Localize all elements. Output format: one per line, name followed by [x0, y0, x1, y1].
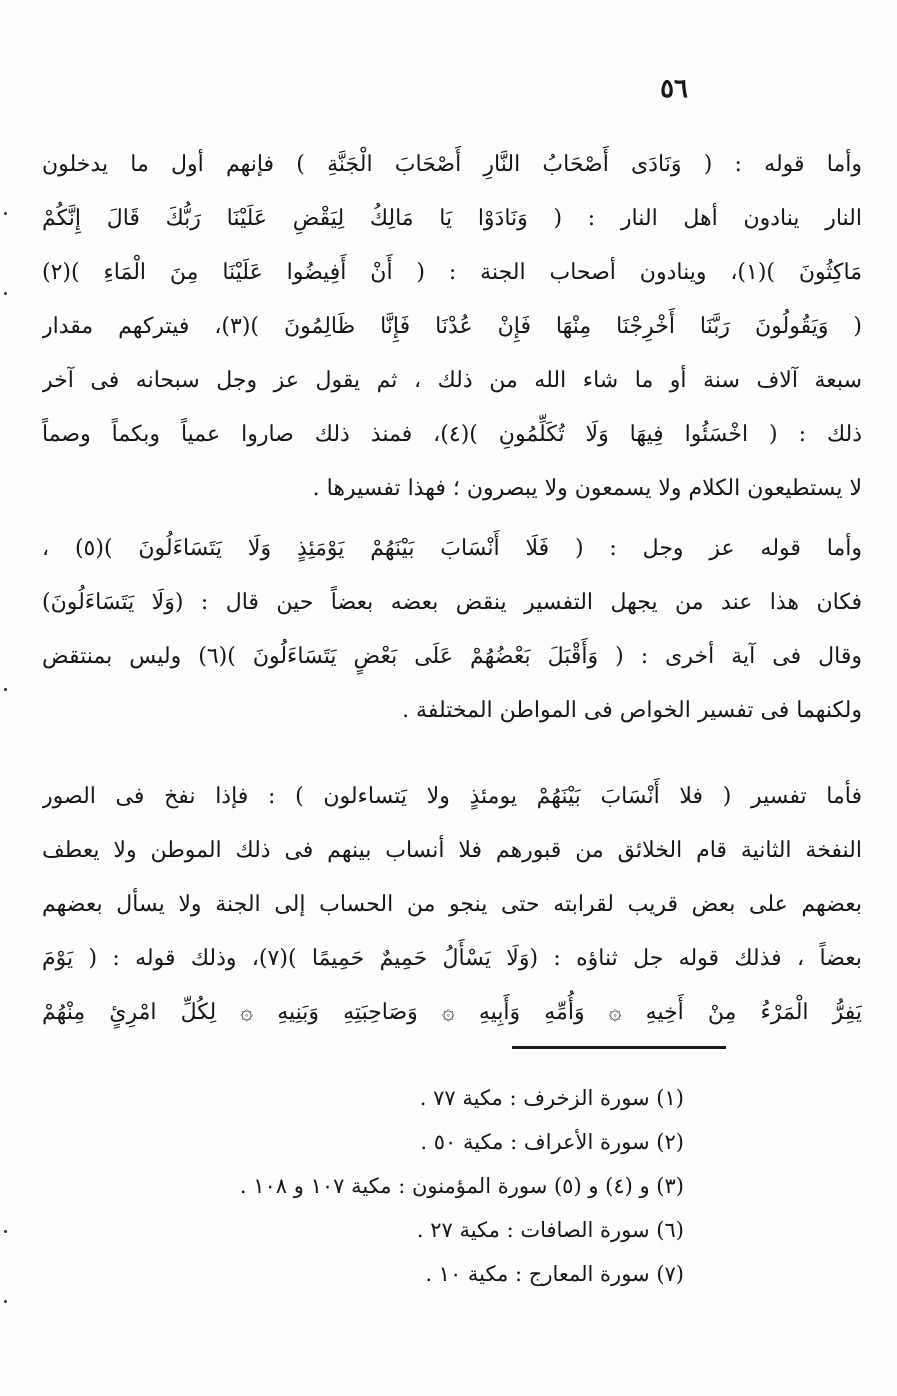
text-line: وأما قوله : ( وَنَادَى أَصْحَابُ النَّارِ أَصْحَابَ الْجَنَّةِ ) فإنهم أول ما يدخلون — [42, 152, 862, 177]
text-line: ولكنهما فى تفسير الخواص فى المواطن المختلفة . — [402, 698, 862, 723]
margin-mark — [4, 212, 7, 215]
footnote: (٧) سورة المعارج : مكية ١٠ . — [425, 1262, 684, 1286]
footnote: (٣) و (٤) و (٥) سورة المؤمنون : مكية ١٠٧ و ١٠٨ . — [239, 1174, 684, 1198]
text-line: النفخة الثانية قام الخلائق من قبورهم فلا أنساب بينهم فى ذلك الموطن ولا يعطف — [42, 838, 862, 863]
footnote: (٦) سورة الصافات : مكية ٢٧ . — [416, 1218, 684, 1242]
footnote: (٢) سورة الأعراف : مكية ٥٠ . — [420, 1130, 684, 1154]
footnote: (١) سورة الزخرف : مكية ٧٧ . — [419, 1086, 684, 1110]
paragraph-3 — [42, 770, 862, 1040]
footnote-divider — [512, 1046, 726, 1049]
paragraph-1 — [42, 138, 862, 516]
text-line: يَفِرُّ الْمَرْءُ مِنْ أَخِيهِ ۞ وَأُمِّهِ وَأَبِيهِ ۞ وَصَاحِبَتِهِ وَبَنِيهِ ۞ لِكُلِّ امْرِئٍ مِنْهُمْ — [42, 1000, 862, 1025]
margin-mark — [4, 292, 7, 295]
footnotes — [170, 1076, 684, 1296]
text-line: فأما تفسير ( فلا أَنْسَابَ بَيْنَهُمْ يومئذٍ ولا يَتساءلون ) : فإذا نفخ فى الصور — [42, 784, 862, 809]
margin-mark — [4, 688, 7, 691]
text-line: ذلك : ( اخْسَئُوا فِيهَا وَلَا تُكَلِّمُونِ )(٤)، فمنذ ذلك صاروا عمياً وبكماً وصماً — [42, 422, 862, 447]
text-line: بعضهم على بعض قريب لقرابته حتى ينجو من الحساب إلى الجنة ولا يسأل بعضهم — [42, 892, 862, 917]
text-line: مَاكِثُونَ )(١)، وينادون أصحاب الجنة : ( أَنْ أَفِيضُوا عَلَيْنَا مِنَ الْمَاءِ )(٢) — [42, 260, 862, 285]
text-line: سبعة آلاف سنة أو ما شاء الله من ذلك ، ثم يقول عز وجل سبحانه فى آخر — [42, 368, 862, 393]
text-line: النار ينادون أهل النار : ( وَنَادَوْا يَا مَالِكُ لِيَقْضِ عَلَيْنَا رَبُّكَ قَالَ إِنَّكُمْ — [42, 206, 862, 231]
text-line: فكان هذا عند من يجهل التفسير ينقض بعضه بعضاً حين قال : (وَلَا يَتَسَاءَلُونَ) — [42, 590, 862, 615]
text-line: وقال فى آية أخرى : ( وَأَقْبَلَ بَعْضُهُمْ عَلَى بَعْضٍ يَتَسَاءَلُونَ )(٦) وليس بمنتقض — [42, 644, 862, 669]
text-line: لا يستطيعون الكلام ولا يسمعون ولا يبصرون ؛ فهذا تفسيرها . — [312, 476, 862, 501]
page-number: ٥٦ — [660, 74, 688, 104]
margin-mark — [4, 1300, 7, 1303]
text-line: وأما قوله عز وجل : ( فَلَا أَنْسَابَ بَيْنَهُمْ يَوْمَئِذٍ وَلَا يَتَسَاءَلُونَ )(٥) ، — [42, 536, 862, 561]
text-line: ( وَيَقُولُونَ رَبَّنَا أَخْرِجْنَا مِنْهَا فَإِنْ عُدْنَا فَإِنَّا ظَالِمُونَ )(٣)، فيتركهم مقدار — [42, 314, 862, 339]
text-line: بعضاً ، فذلك قوله جل ثناؤه : (وَلَا يَسْأَلُ حَمِيمٌ حَمِيمًا )(٧)، وذلك قوله : ( يَوْمَ — [42, 946, 862, 971]
margin-mark — [4, 1230, 7, 1233]
paragraph-2 — [42, 522, 862, 738]
